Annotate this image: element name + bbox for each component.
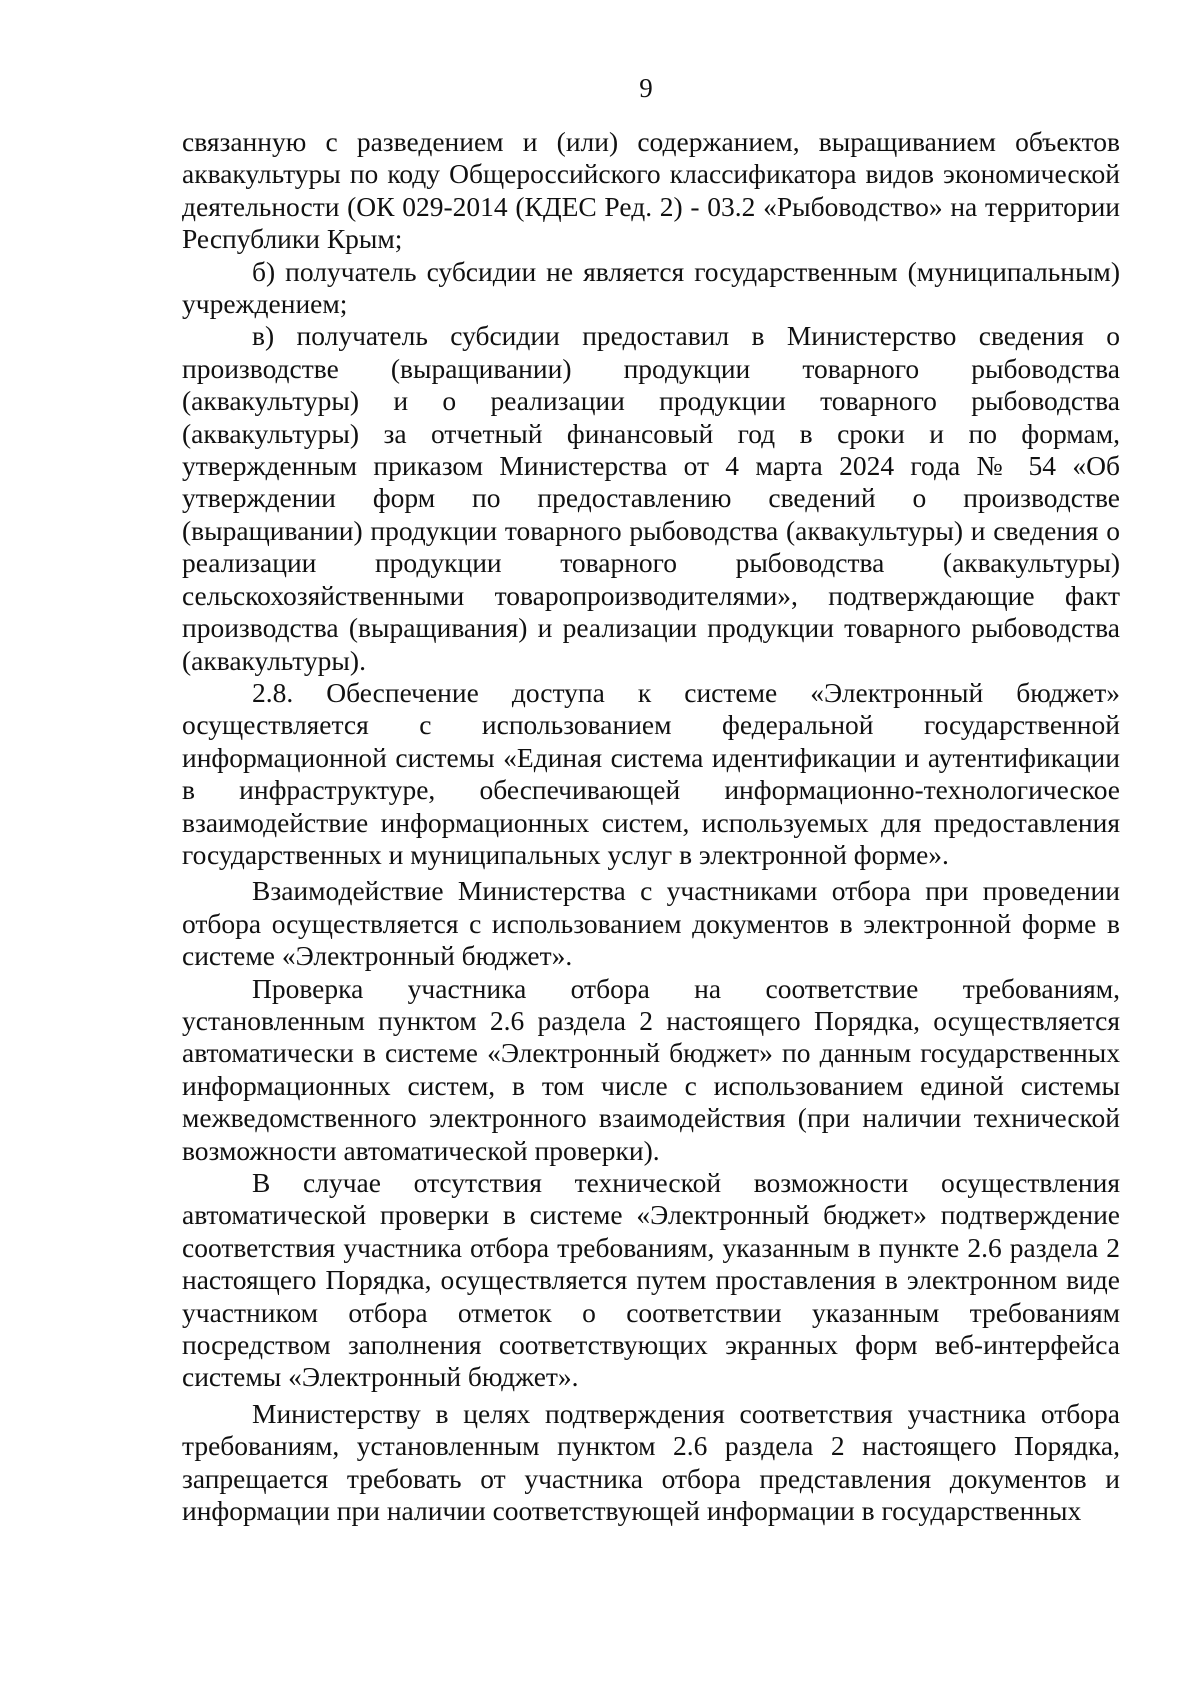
paragraph-continuation: связанную с разведением и (или) содержанием, выращиванием объектов аквакультуры по коду Общероссийского классификатора видов экономической деятельности (ОК 029-2014 (КДЕС Ред. 2) - 03.2 «Рыбоводство» на территории Республики Крым; <box>182 126 1120 255</box>
paragraph-item-b: б) получатель субсидии не является государственным (муниципальным) учреждением; <box>182 255 1120 320</box>
page-number: 9 <box>639 73 653 103</box>
paragraph-interaction: Взаимодействие Министерства с участниками отбора при проведении отбора осуществляется с использованием документов в электронной форме в системе «Электронный бюджет». <box>182 875 1120 972</box>
paragraph-manual-confirmation: В случае отсутствия технической возможности осуществления автоматической проверки в системе «Электронный бюджет» подтверждение соответствия участника отбора требованиям, указанным в пункте 2.6 раздела 2 настоящего Порядка, осуществляется путем проставления в электронном виде участником отбора отметок о соответствии указанным требованиям посредством заполнения соответствующих экранных форм веб-интерфейса системы «Электронный бюджет». <box>182 1167 1120 1393</box>
document-body <box>182 126 1120 1527</box>
paragraph-item-v: в) получатель субсидии предоставил в Министерство сведения о производстве (выращивании) продукции товарного рыбоводства (аквакультуры) и о реализации продукции товарного рыбоводства (аквакультуры) за отчетный финансовый год в сроки и по формам, утвержденным приказом Министерства от 4 марта 2024 года № 54 «Об утверждении форм по предоставлению сведений о производстве (выращивании) продукции товарного рыбоводства (аквакультуры) и сведения о реализации продукции товарного рыбоводства (аквакультуры) сельскохозяйственными товаропроизводителями», подтверждающие факт производства (выращивания) и реализации продукции товарного рыбоводства (аквакультуры). <box>182 320 1120 676</box>
paragraph-verification: Проверка участника отбора на соответствие требованиям, установленным пунктом 2.6 раздела 2 настоящего Порядка, осуществляется автоматически в системе «Электронный бюджет» по данным государственных информационных систем, в том числе с использованием единой системы межведомственного электронного взаимодействия (при наличии технической возможности автоматической проверки). <box>182 972 1120 1166</box>
paragraph-prohibition: Министерству в целях подтверждения соответствия участника отбора требованиям, установленным пунктом 2.6 раздела 2 настоящего Порядка, запрещается требовать от участника отбора представления документов и информации при наличии соответствующей информации в государственных <box>182 1397 1120 1527</box>
paragraph-clause-2-8: 2.8. Обеспечение доступа к системе «Электронный бюджет» осуществляется с использованием федеральной государственной информационной системы «Единая система идентификации и аутентификации в инфраструктуре, обеспечивающей информационно-технологическое взаимодействие информационных систем, используемых для предоставления государственных и муниципальных услуг в электронной форме». <box>182 676 1120 870</box>
